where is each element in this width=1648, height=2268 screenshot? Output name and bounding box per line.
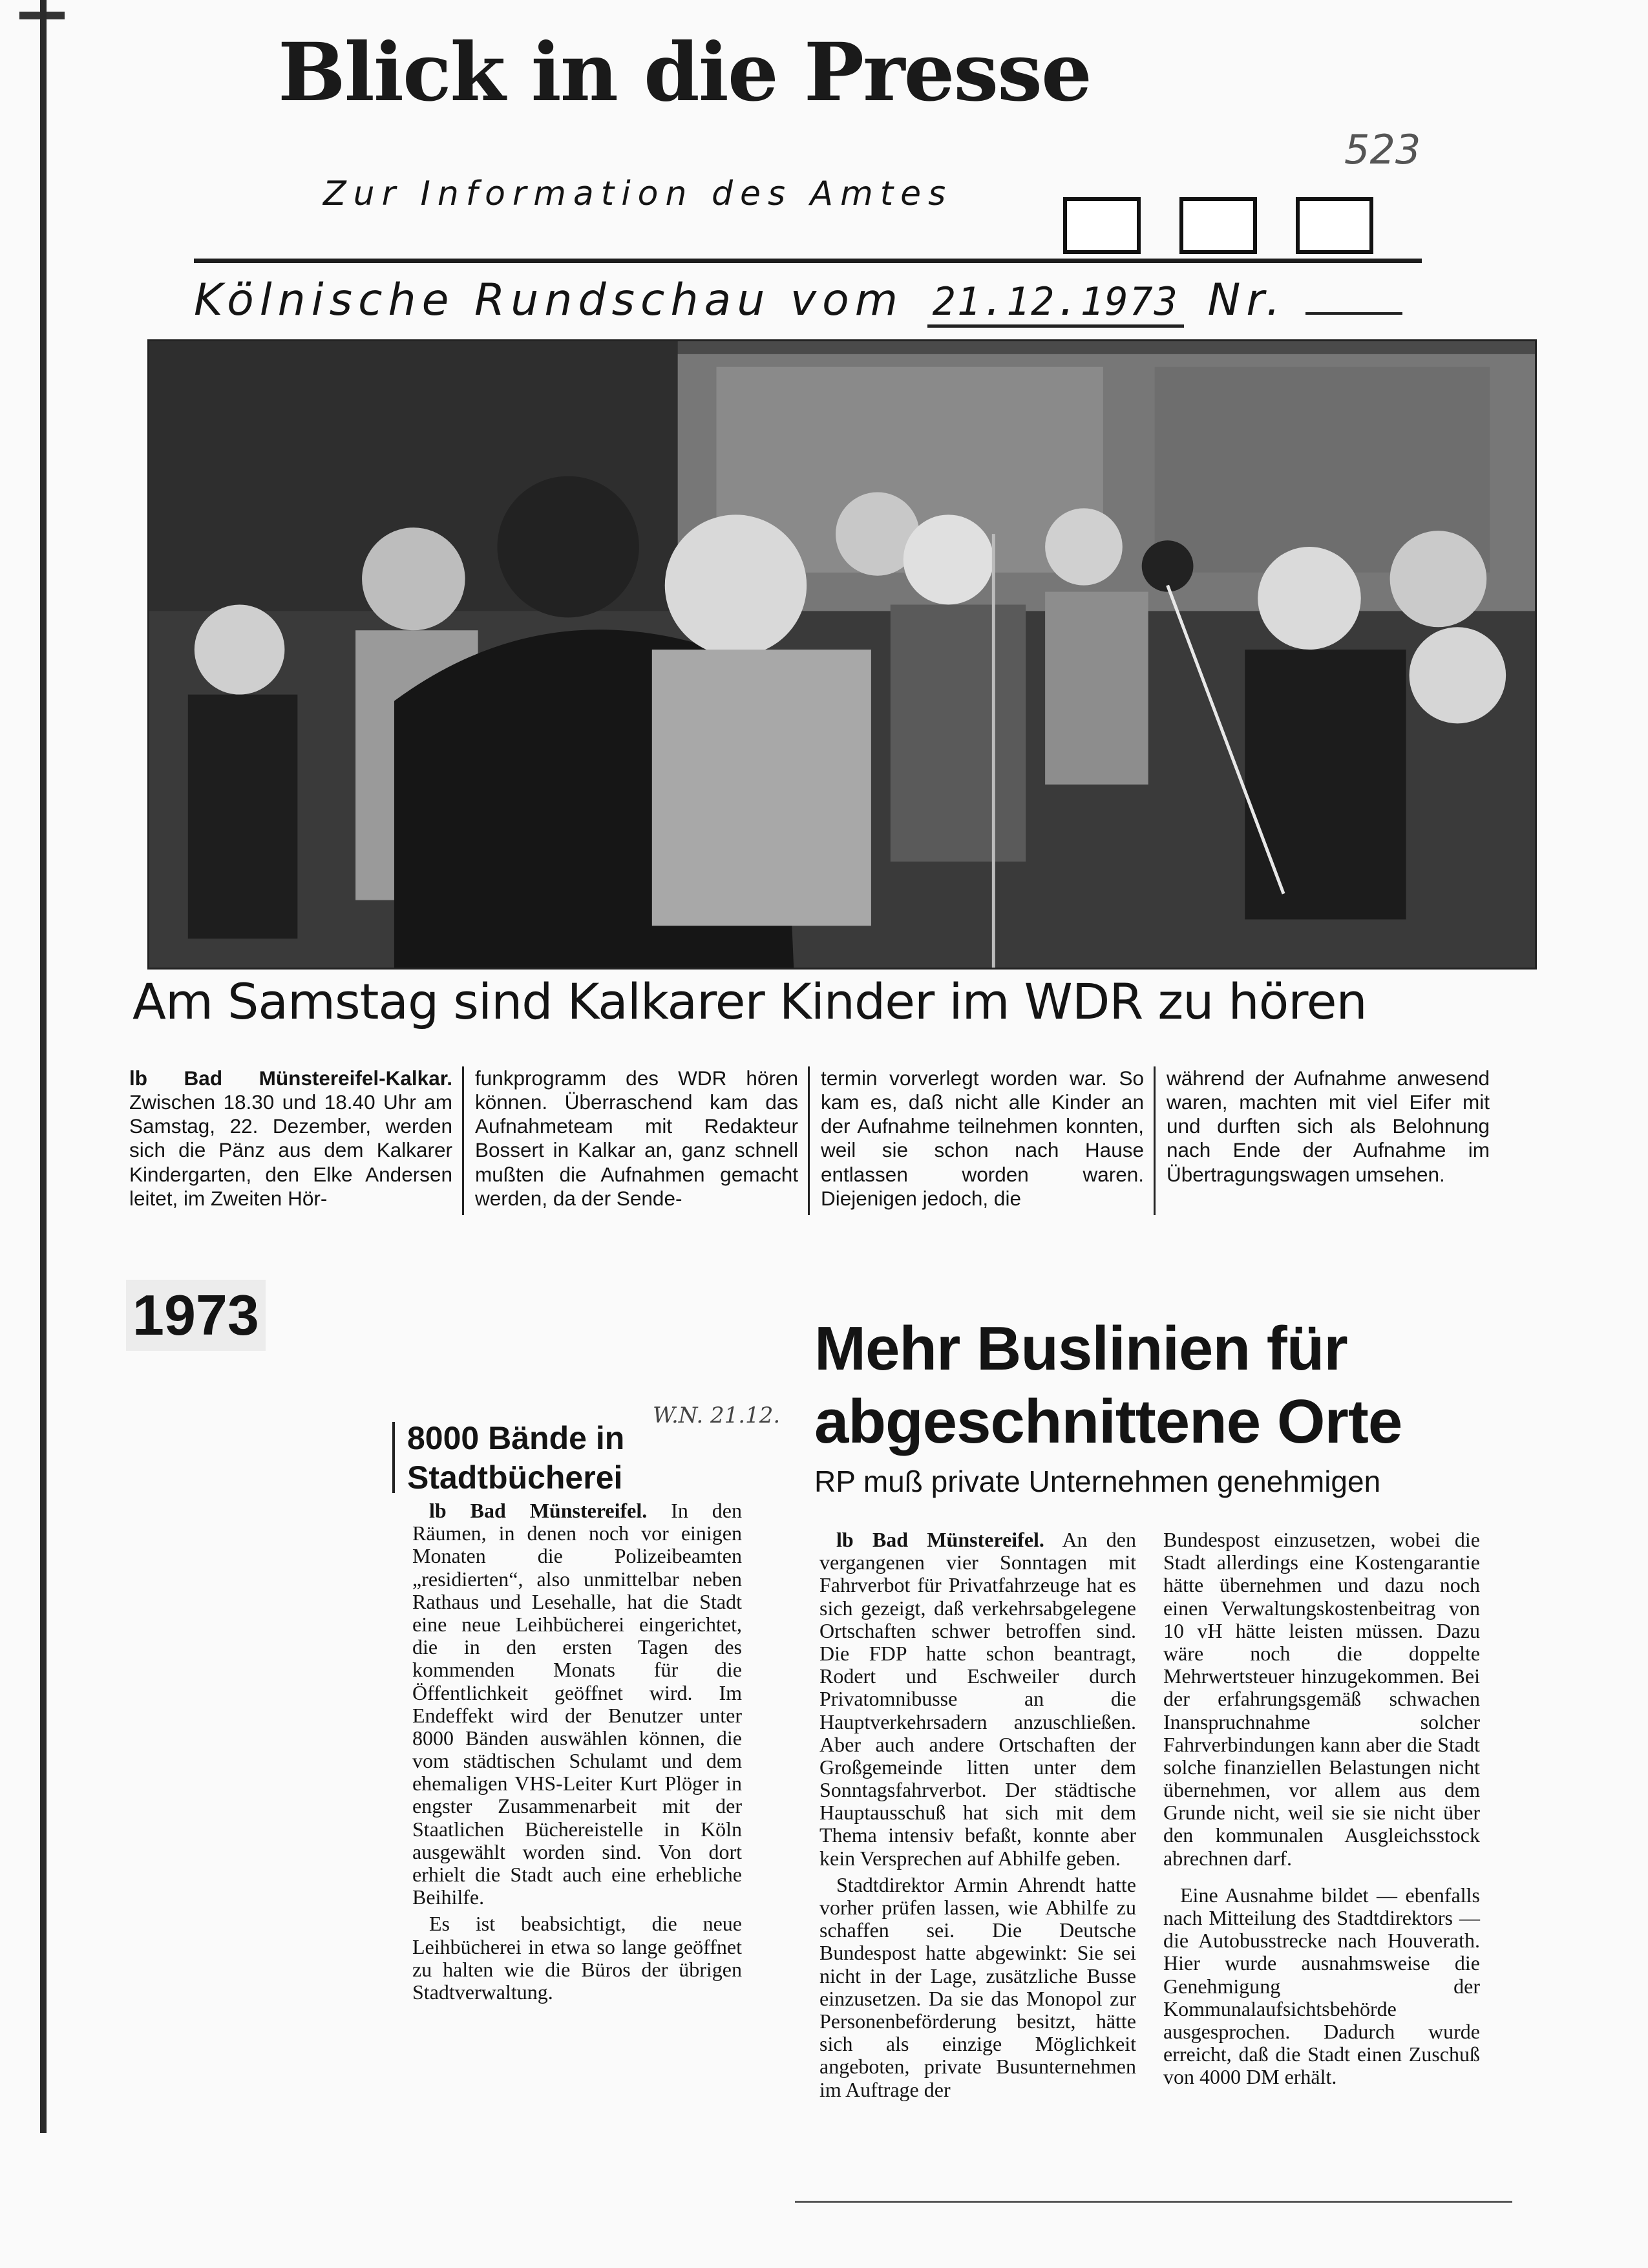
- article1-col1: [129, 1066, 452, 1211]
- checkbox-2: [1179, 197, 1257, 254]
- scan-left-edge: [40, 0, 47, 2133]
- article3-headline-line1: Mehr Buslinien für: [814, 1314, 1347, 1383]
- article3-bottom-rule: [795, 2201, 1512, 2203]
- article2-paragraph1: In den Räumen, in denen noch vor einigen Monaten die Polizeibeamten „residierten“, also unmittelbar neben Rathaus und Lesehalle, hat die Stadt eine neue Leihbücherei eingerichtet, die in den ersten Tagen des kommenden Monats für die Öffentlichkeit geöffnet wird. Im Endeffekt wird der Benutzer unter 8000 Bänden auswählen können, die vom städtischen Schulamt und dem ehemaligen VHS-Leiter Kurt Plöger in engster Zusammenarbeit mit der Staatlichen Büchereistelle in Köln ausgewählt worden sind. Von dort erhielt die Stadt auch eine erhebliche Beihilfe.: [412, 1499, 743, 1909]
- handwritten-note: 523: [1344, 126, 1421, 173]
- masthead-subline: Zur Information des Amtes: [323, 175, 953, 213]
- article3-paragraph1: An den vergangenen vier Sonntagen mit Fahrverbot für Privatfahrzeuge hat es sich gezeigt, daß verkehrsabgelegene Ortschaften schwer betroffen sind. Die FDP hatte schon beantragt, Rodert und Eschweiler durch Privatomnibusse an die Hauptverkehrsadern anzuschließen. Aber auch andere Ortschaften der Großgemeinde litten unter dem Sonntagsfahrverbot. Der städtische Hauptausschuß hat sich mit dem Thema intensiv befaßt, konnte aber kein Versprechen auf Abhilfe geben.: [819, 1528, 1137, 1870]
- article3-col2: [1163, 1529, 1480, 2093]
- masthead-rule: [194, 259, 1422, 263]
- article2-handnote: W.N. 21.12.: [653, 1403, 781, 1428]
- article3-subhead: RP muß private Unternehmen genehmigen: [814, 1465, 1381, 1498]
- source-label: Kölnische Rundschau vom: [194, 275, 904, 326]
- article3-dateline: lb Bad Münstereifel.: [836, 1528, 1044, 1551]
- article1-col1-text: Zwischen 18.30 und 18.40 Uhr am Samstag, 22. Dezember, werden sich die Pänz aus dem Kalkarer Kindergarten, den Elke Andersen leitet, im Zweiten Hör-: [129, 1090, 452, 1210]
- year-label: 1973: [126, 1280, 266, 1351]
- source-line: [194, 275, 1402, 328]
- article3-headline-line2: abgeschnittene Orte: [814, 1387, 1402, 1457]
- article3-col1: [819, 1529, 1136, 2105]
- article2-paragraph2: Es ist beabsichtigt, die neue Leihbücherei in etwa so lange geöffnet zu halten wie die Büros der übrigen Stadtverwaltung.: [412, 1912, 742, 2004]
- article1-col4: während der Aufnahme anwesend waren, machten mit viel Eifer mit und durften sich als Belohnung nach Ende der Aufnahme im Übertragungswagen umsehen.: [1167, 1066, 1490, 1186]
- checkbox-3: [1296, 197, 1373, 254]
- source-nr-blank: [1305, 312, 1402, 315]
- news-photo: [147, 339, 1537, 970]
- article1-dateline: lb Bad Münstereifel-Kalkar.: [129, 1066, 452, 1090]
- article2-headline-line1: 8000 Bände in: [407, 1420, 625, 1456]
- article2-marker: [392, 1422, 395, 1493]
- masthead-title: Blick in die Presse: [278, 26, 1091, 120]
- column-rule: [1154, 1066, 1156, 1215]
- article1-headline: Am Samstag sind Kalkarer Kinder im WDR zu hören: [132, 973, 1367, 1030]
- article3-paragraph2: Stadtdirektor Armin Ahrendt hatte vorher prüfen lassen, wie Abhilfe zu schaffen sei. Die Deutsche Bundespost hatte abgewinkt: Sie sei nicht in der Lage, zusätzliche Busse einzusetzen. Da sie das Monopol zur Personenbeförderung besitzt, hätte sich als einzige Möglichkeit angeboten, private Busunternehmen im Auftrage der: [819, 1872, 1136, 2101]
- source-nr-label: Nr.: [1207, 275, 1286, 326]
- article3-paragraph3: Bundespost einzusetzen, wobei die Stadt allerdings eine Kostengarantie hätte übernehmen und dazu noch einen Verwaltungskostenbeitrag von 10 vH hätte leisten müssen. Dazu wäre noch die doppelte Mehrwertsteuer hinzugekommen. Bei der erfahrungsgemäß schwachen Inanspruchnahme solcher Fahrverbindungen kann aber die Stadt solche finanziellen Belastungen nicht übernehmen, vor allem aus dem Grunde nicht, weil sie sie nicht über den kommunalen Ausgleichsstock abrechnen darf.: [1163, 1528, 1480, 1870]
- article1-col3: termin vorverlegt worden war. So kam es, daß nicht alle Kinder an der Aufnahme teilnehmen konnten, weil sie schon nach Hause entlassen worden waren. Diejenigen jedoch, die: [821, 1066, 1144, 1210]
- article1-col2: funkprogramm des WDR hören können. Überraschend kam das Aufnahmeteam mit Redakteur Bossert in Kalkar an, ganz schnell mußten die Aufnahmen gemacht werden, da der Sende-: [475, 1066, 798, 1210]
- article3-headline: [814, 1312, 1402, 1459]
- source-date: 21.12.1973: [927, 279, 1184, 328]
- article2-headline-line2: Stadtbücherei: [407, 1459, 623, 1496]
- article2-headline: [407, 1419, 624, 1498]
- article1-body: [129, 1066, 1519, 1235]
- checkbox-1: [1063, 197, 1141, 254]
- column-rule: [462, 1066, 464, 1215]
- column-rule: [808, 1066, 810, 1215]
- article2-body: [412, 1500, 742, 2004]
- article3-paragraph4: Eine Ausnahme bildet — ebenfalls nach Mitteilung des Stadtdirektors — die Autobusstrecke nach Houverath. Hier wurde ausnahmsweise die Genehmigung der Kommunalaufsichtsbehörde ausgesprochen. Dadurch wurde erreicht, daß die Stadt einen Zuschuß von 4000 DM erhält.: [1163, 1883, 1480, 2089]
- photo-illustration: [149, 341, 1535, 968]
- article2-dateline: lb Bad Münstereifel.: [429, 1499, 648, 1522]
